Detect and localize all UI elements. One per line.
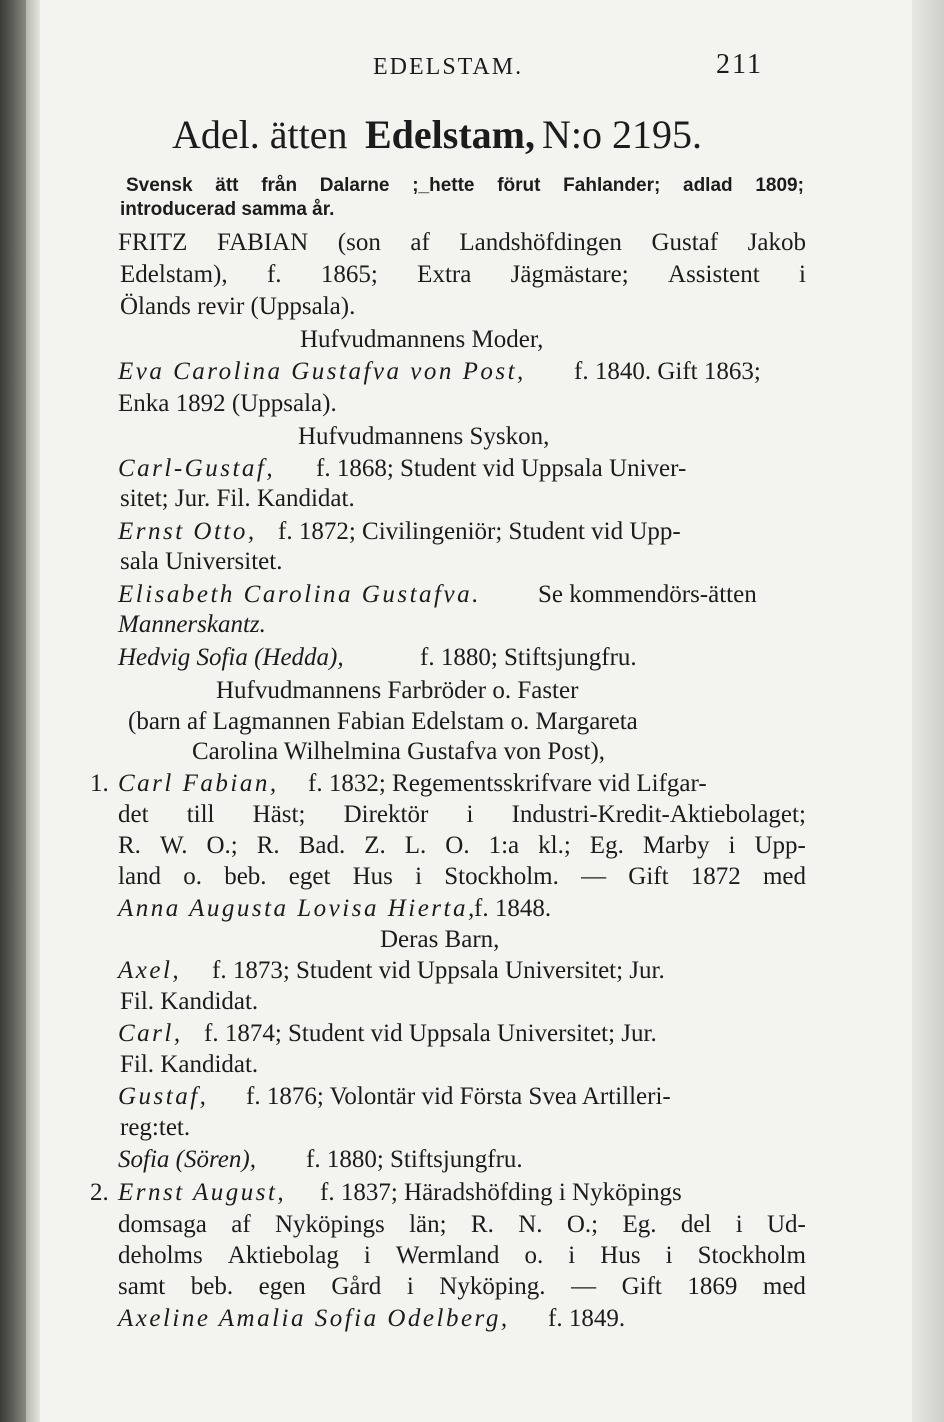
book-spine: [0, 0, 26, 1422]
word: i: [735, 1211, 743, 1238]
spouse-born: f. 1849.: [548, 1305, 626, 1332]
word: Gift: [628, 863, 669, 890]
word: deholms: [118, 1242, 203, 1269]
word: Eg.: [622, 1211, 657, 1238]
word: —: [571, 1273, 597, 1300]
word: 1872: [690, 863, 741, 890]
word: R.: [256, 832, 280, 859]
word: N.: [518, 1211, 543, 1238]
word: Dalarne: [319, 175, 390, 196]
word: Extra: [417, 261, 472, 288]
sibling-name: Elisabeth Carolina Gustafva.: [118, 581, 481, 608]
word: land: [118, 863, 162, 890]
word: Jakob: [747, 229, 806, 256]
word: det: [118, 801, 149, 828]
mother-line-2: Enka 1892 (Uppsala).: [118, 390, 337, 417]
page-number: 211: [716, 49, 763, 80]
word: samt: [118, 1273, 166, 1300]
word: W.: [159, 832, 188, 859]
uncle-2-details: f. 1837; Häradshöfding i Nyköpings: [320, 1179, 682, 1206]
child-name: Gustaf,: [118, 1083, 209, 1110]
word: Hus: [600, 1242, 641, 1269]
word: L.: [404, 832, 427, 859]
sibling-ernst-otto-cont: sala Universitet.: [120, 548, 283, 575]
word: i: [363, 1242, 371, 1269]
child-name: Axel,: [118, 957, 182, 984]
word: 1:a: [488, 832, 520, 859]
title-prefix: Adel. ätten: [172, 112, 348, 157]
word: 1869: [687, 1273, 738, 1300]
word: Fahlander;: [563, 175, 661, 196]
child-name: Sofia (Sören),: [118, 1146, 256, 1173]
word: egen: [258, 1273, 306, 1300]
word: Direktör: [343, 801, 429, 828]
word: ätt: [215, 175, 239, 196]
word: Aktiebolag: [227, 1242, 339, 1269]
sibling-carl-gustaf-cont: sitet; Jur. Fil. Kandidat.: [120, 485, 355, 512]
running-title: EDELSTAM.: [373, 54, 524, 80]
uncle-1-line-2: [118, 800, 806, 830]
child-name: Carl,: [118, 1020, 183, 1047]
page-edge: [912, 0, 944, 1422]
word: eget: [288, 863, 331, 890]
word: Stockholm: [697, 1242, 806, 1269]
head-line-2: [120, 260, 806, 290]
word: Hus: [352, 863, 393, 890]
mother-details: f. 1840. Gift 1863;: [574, 358, 761, 385]
children-heading: Deras Barn,: [380, 926, 500, 953]
word: Gustaf: [651, 229, 719, 256]
uncle-2-line-3: [118, 1241, 806, 1271]
word: Stockholm.: [444, 863, 559, 890]
mother-heading: Hufvudmannens Moder,: [300, 326, 544, 353]
word: förut: [497, 175, 541, 196]
uncle-1-details: f. 1832; Regementsskrifvare vid Lifgar-: [308, 770, 707, 797]
sibling-details: f. 1872; Civilingeniör; Student vid Upp-: [278, 518, 681, 545]
siblings-heading: Hufvudmannens Syskon,: [298, 423, 550, 450]
word: med: [762, 1273, 806, 1300]
word: Marby: [642, 832, 710, 859]
word: FABIAN: [217, 229, 309, 256]
word: domsaga: [118, 1211, 207, 1238]
word: (son: [337, 229, 381, 256]
child-details: f. 1880; Stiftsjungfru.: [306, 1146, 523, 1173]
word: del: [680, 1211, 712, 1238]
word: af: [410, 229, 430, 256]
word: Industri-Kredit-Aktiebolaget;: [511, 801, 806, 828]
uncles-subheading-1: (barn af Lagmannen Fabian Edelstam o. Margareta: [128, 708, 638, 735]
word: Nyköpings: [274, 1211, 385, 1238]
word: Bad.: [298, 832, 346, 859]
head-line-3: Ölands revir (Uppsala).: [120, 293, 356, 320]
word: Edelstam),: [120, 261, 228, 288]
word: R.: [470, 1211, 494, 1238]
word: Nyköping.: [439, 1273, 546, 1300]
spouse-born: f. 1848.: [474, 895, 552, 922]
uncle-2-name: Ernst August,: [118, 1179, 287, 1206]
word: Assistent: [668, 261, 760, 288]
sibling-name: Ernst Otto,: [118, 518, 257, 545]
word: i: [799, 261, 806, 288]
word: i: [466, 801, 474, 828]
word: Landshöfdingen: [459, 229, 622, 256]
word: 1865;: [320, 261, 378, 288]
word: O.;: [206, 832, 238, 859]
word: f.: [266, 261, 282, 288]
word: från: [261, 175, 298, 196]
title-family-name: Edelstam,: [365, 112, 535, 157]
uncle-1-name: Carl Fabian,: [118, 770, 279, 797]
page-gutter: [26, 0, 40, 1422]
word: till: [186, 801, 215, 828]
word: i: [406, 1273, 414, 1300]
sibling-details: f. 1880; Stiftsjungfru.: [420, 644, 637, 671]
word: Ud-: [767, 1211, 806, 1238]
word: med: [762, 863, 806, 890]
mother-name: Eva Carolina Gustafva von Post,: [118, 358, 526, 385]
child-axel-cont: Fil. Kandidat.: [120, 988, 259, 1015]
word: i: [568, 1242, 576, 1269]
word: o.: [183, 863, 202, 890]
word: O.: [445, 832, 470, 859]
word: Jägmästare;: [510, 261, 629, 288]
sibling-name: Hedvig Sofia (Hedda),: [118, 644, 344, 671]
word: adlad: [683, 175, 733, 196]
uncle-2-line-4: [118, 1272, 806, 1302]
sibling-details: Se kommendörs-ätten: [538, 581, 757, 608]
word: län;: [409, 1211, 447, 1238]
uncle-2-line-2: [118, 1210, 806, 1240]
entry-number: 2.: [90, 1179, 109, 1206]
word: Gift: [621, 1273, 662, 1300]
sibling-name: Carl-Gustaf,: [118, 455, 276, 482]
word: 1809;: [755, 175, 804, 196]
spouse-name: Axeline Amalia Sofia Odelberg,: [118, 1305, 510, 1332]
spouse-name: Anna Augusta Lovisa Hierta,: [118, 895, 477, 922]
word: O.;: [566, 1211, 599, 1238]
word: af: [231, 1211, 251, 1238]
intro-line-2: introducerad samma år.: [120, 199, 335, 220]
title-number: N:o 2195.: [542, 112, 702, 157]
entry-number: 1.: [90, 770, 109, 797]
word: kl.;: [538, 832, 571, 859]
uncle-1-line-4: [118, 862, 806, 892]
word: Z.: [364, 832, 386, 859]
word: i: [728, 832, 736, 859]
child-carl-cont: Fil. Kandidat.: [120, 1051, 259, 1078]
child-details: f. 1873; Student vid Uppsala Universitet; Jur.: [212, 957, 665, 984]
word: Gård: [331, 1273, 382, 1300]
word: ;_hette: [412, 175, 475, 196]
word: Upp-: [754, 832, 806, 859]
uncle-1-line-3: [118, 831, 806, 861]
word: R.: [118, 832, 141, 859]
word: o.: [524, 1242, 544, 1269]
sibling-details: f. 1868; Student vid Uppsala Univer-: [316, 455, 687, 482]
word: beb.: [224, 863, 267, 890]
word: Häst;: [252, 801, 306, 828]
word: Svensk: [126, 175, 193, 196]
word: Wermland: [395, 1242, 500, 1269]
word: i: [415, 863, 423, 890]
word: —: [581, 863, 607, 890]
head-line-1: [118, 228, 806, 258]
uncles-subheading-2: Carolina Wilhelmina Gustafva von Post),: [192, 738, 606, 765]
uncles-heading: Hufvudmannens Farbröder o. Faster: [216, 677, 579, 704]
child-details: f. 1874; Student vid Uppsala Universitet; Jur.: [204, 1020, 657, 1047]
word: FRITZ: [118, 229, 188, 256]
child-gustaf-cont: reg:tet.: [120, 1114, 191, 1141]
word: i: [665, 1242, 673, 1269]
sibling-elisabeth-cont: Mannerskantz.: [118, 611, 266, 638]
child-details: f. 1876; Volontär vid Första Svea Artilleri-: [246, 1083, 671, 1110]
word: beb.: [190, 1273, 234, 1300]
word: Eg.: [589, 832, 624, 859]
